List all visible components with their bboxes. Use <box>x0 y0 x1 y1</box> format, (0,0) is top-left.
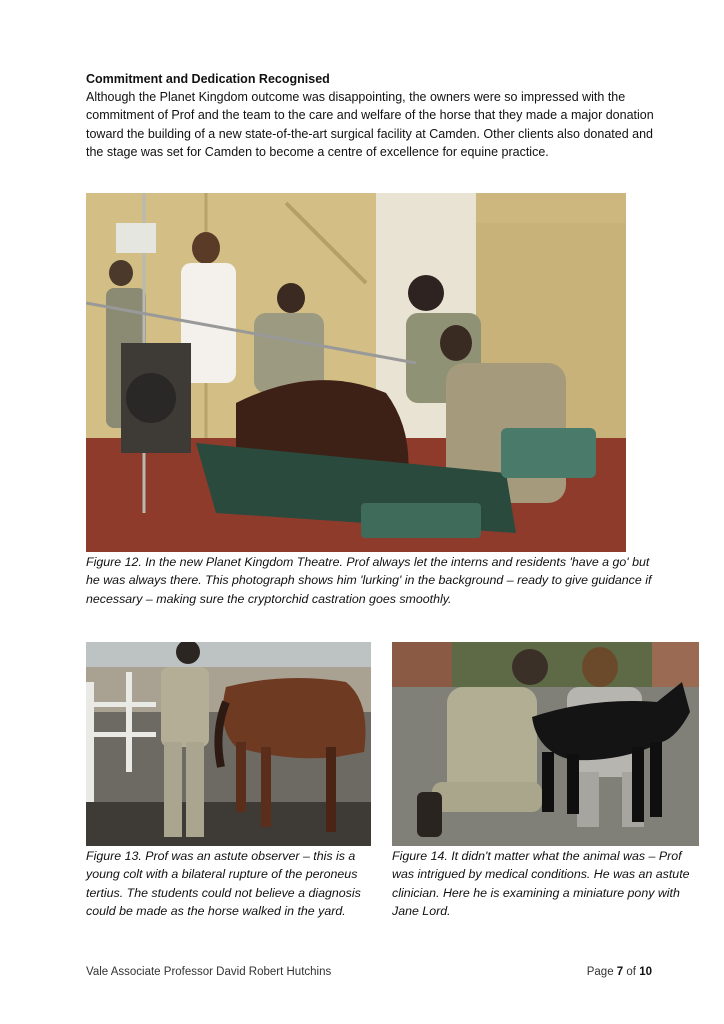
footer-title: Vale Associate Professor David Robert Hutchins <box>86 966 332 978</box>
page-indicator <box>587 966 652 978</box>
page-label: Page <box>586 966 614 978</box>
figure-12-caption: Figure 12. In the new Planet Kingdom Theatre. Prof always let the interns and residents 'have a go' but he was always there. This photograph shows him 'lurking' in the background – ready to give guidance if necessary – making sure the cryptorchid castration goes smoothly. <box>86 555 652 606</box>
page-total: 10 <box>639 966 652 978</box>
page-footer <box>86 966 652 978</box>
figure-12-photo <box>86 193 626 552</box>
figure-13-caption: Figure 13. Prof was an astute observer – this is a young colt with a bilateral rupture of the peroneus tertius. The students could not believe a diagnosis could be made as the horse walked in the yard. <box>86 849 361 918</box>
page-number: 7 <box>616 966 624 978</box>
section-heading: Commitment and Dedication Recognised <box>86 72 330 86</box>
figure-14-caption: Figure 14. It didn't matter what the animal was – Prof was intrigued by medical conditions. He was an astute clinician. Here he is examining a miniature pony with Jane Lord. <box>392 849 690 918</box>
intro-paragraph: Although the Planet Kingdom outcome was disappointing, the owners were so impressed with the commitment of Prof and the team to the care and welfare of the horse that they made a major donation toward the building of a new state-of-the-art surgical facility at Camden. Other clients also donated and the stage was set for Camden to become a centre of excellence for equine practice. <box>86 90 654 160</box>
figure-13-photo <box>86 642 371 846</box>
of-label: of <box>626 966 636 978</box>
figure-14-photo <box>392 642 699 846</box>
